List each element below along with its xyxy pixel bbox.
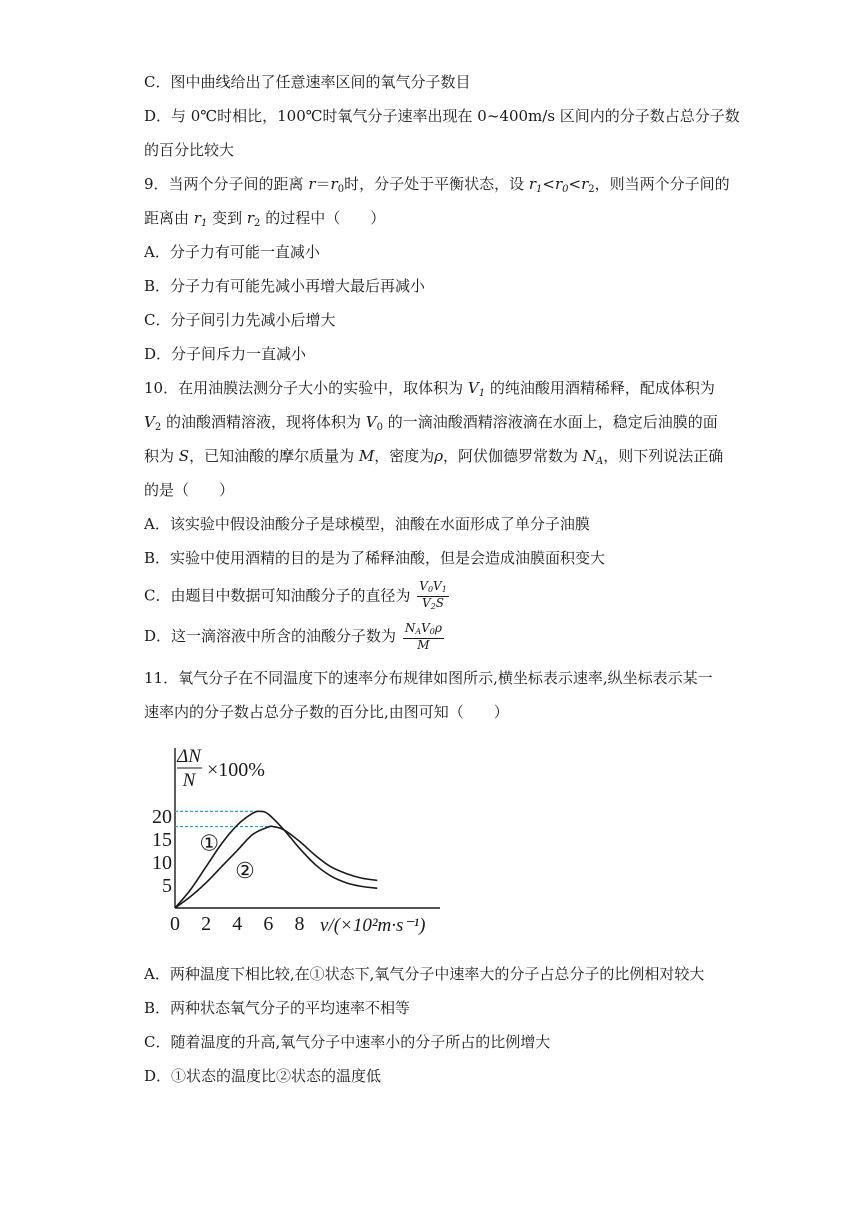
q10-option-c: C．由题目中数据可知油酸分子的直径为 $\frac{V_0V_1}{V_2S}$ bbox=[144, 579, 447, 611]
q10-option-b: B．实验中使用酒精的目的是为了稀释油酸，但是会造成油膜面积变大 bbox=[144, 549, 606, 567]
series-curve-1 bbox=[175, 811, 377, 908]
q11-option-c: C．随着温度的升高,氧气分子中速率小的分子所占的比例增大 bbox=[144, 1033, 551, 1051]
q9-option-d: D．分子间斥力一直减小 bbox=[144, 345, 307, 363]
q9-stem-line1: 9．当两个分子间的距离 $r=r_0$时，分子处于平衡状态，设 $r_1<r_0<r_2$，则当两个分子间的 bbox=[144, 175, 730, 195]
q9-option-b: B．分子力有可能先减小再增大最后再减小 bbox=[144, 277, 426, 295]
y-label-numerator: ΔN bbox=[177, 746, 201, 767]
molecule-count-fraction: $\frac{N_AV_0\rho}{M}$ bbox=[404, 621, 442, 652]
y-tick-label: 10 bbox=[152, 852, 172, 874]
speed-distribution-chart bbox=[150, 740, 510, 945]
diameter-fraction: $\frac{V_0V_1}{V_2S}$ bbox=[419, 579, 447, 611]
y-label-suffix: ×100% bbox=[207, 759, 265, 781]
y-tick-label: 15 bbox=[152, 829, 172, 851]
q8-option-d-line2: 的百分比较大 bbox=[144, 141, 235, 159]
y-tick-label: 5 bbox=[162, 875, 172, 897]
q11-option-d: D．①状态的温度比②状态的温度低 bbox=[144, 1067, 382, 1085]
x-tick-label: 6 bbox=[263, 913, 274, 935]
x-axis-label: v/(×10²m·s⁻¹) bbox=[320, 915, 426, 936]
q10-stem-line1: 10．在用油膜法测分子大小的实验中，取体积为 $V_1$ 的纯油酸用酒精稀释，配成体积为 bbox=[144, 379, 715, 399]
q11-option-b: B．两种状态氧气分子的平均速率不相等 bbox=[144, 999, 411, 1017]
series-label-1: ① bbox=[199, 830, 220, 856]
q11-stem-line1: 11．氧气分子在不同温度下的速率分布规律如图所示,横坐标表示速率,纵坐标表示某一 bbox=[144, 669, 713, 687]
y-label-denominator: N bbox=[182, 770, 196, 791]
q9-stem-line2: 距离由 $r_1$ 变到 $r_2$ 的过程中（ ） bbox=[144, 209, 386, 229]
q10-stem-line2: $V_2$ 的油酸酒精溶液，现将体积为 $V_0$ 的一滴油酸酒精溶液滴在水面上，稳定后油膜的面 bbox=[144, 413, 718, 433]
x-tick-label: 4 bbox=[232, 913, 243, 935]
q10-stem-line4: 的是（ ） bbox=[144, 481, 235, 499]
q8-option-d-line1: D．与 0℃时相比，100℃时氧气分子速率出现在 0~400m/s 区间内的分子数占总分子数 bbox=[144, 107, 740, 125]
x-tick-label: 0 bbox=[170, 913, 180, 935]
series-label-2: ② bbox=[235, 858, 255, 884]
q8-option-c: C．图中曲线给出了任意速率区间的氧气分子数目 bbox=[144, 73, 471, 91]
q10-option-d: D．这一滴溶液中所含的油酸分子数为 $\frac{N_AV_0\rho}{M}$ bbox=[144, 621, 442, 652]
q11-option-a: A．两种温度下相比较,在①状态下,氧气分子中速率大的分子占总分子的比例相对较大 bbox=[144, 965, 705, 983]
q9-option-c: C．分子间引力先减小后增大 bbox=[144, 311, 336, 329]
y-tick-label: 20 bbox=[152, 806, 172, 828]
q10-stem-line3: 积为 S，已知油酸的摩尔质量为 M，密度为ρ，阿伏伽德罗常数为 $N_A$，则下列说法正确 bbox=[144, 447, 724, 467]
x-tick-label: 2 bbox=[201, 913, 212, 935]
x-tick-label: 8 bbox=[294, 913, 305, 935]
q9-option-a: A．分子力有可能一直减小 bbox=[144, 243, 320, 261]
q10-option-a: A．该实验中假设油酸分子是球模型，油酸在水面形成了单分子油膜 bbox=[144, 515, 590, 533]
q11-stem-line2: 速率内的分子数占总分子数的百分比,由图可知（ ） bbox=[144, 703, 509, 721]
